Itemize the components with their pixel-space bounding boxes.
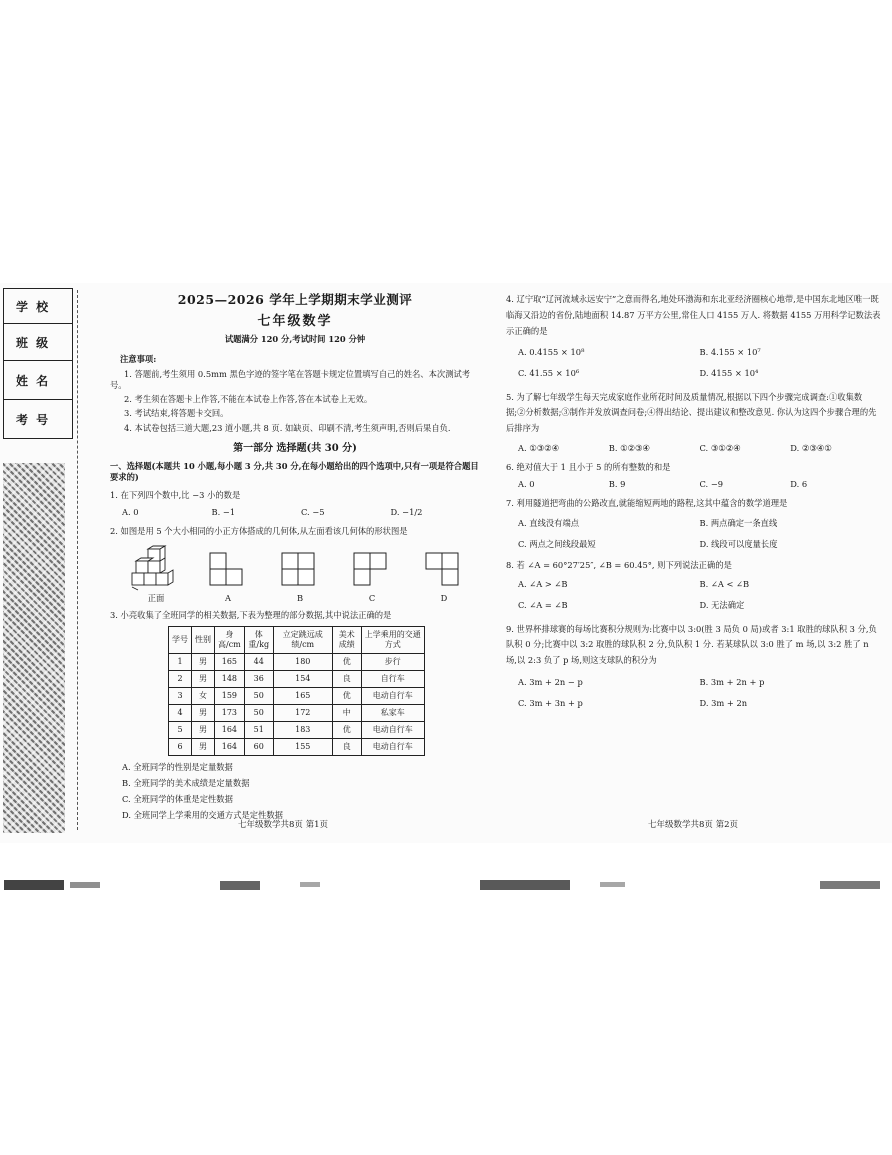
option-a: A. 0 [518,479,535,490]
table-cell: 50 [244,687,273,704]
option-b: B. 3m + 2n + p [699,676,765,687]
question-stem: 6. 绝对值大于 1 且小于 5 的所有整数的和是 [506,462,671,473]
question-3 [110,610,480,821]
shape-d-svg [424,551,464,591]
question-options [122,507,480,518]
table-cell: 男 [192,721,215,738]
table-cell: 电动自行车 [361,738,424,755]
table-cell: 172 [273,704,332,721]
question-6 [506,462,881,490]
option-b-figure [264,551,336,591]
question-stem: 1. 在下列四个数中,比 −3 小的数是 [110,489,241,500]
option-a: A. ①③②④ [518,442,560,453]
table-cell: 165 [273,687,332,704]
table-row [169,721,425,738]
table-cell: 优 [332,721,361,738]
cube-stack-figure [128,545,184,591]
option-d: D. 无法确定 [699,600,745,611]
option-c-figure [336,551,408,591]
option-d: D. 全班同学上学乘用的交通方式是定性数据 [122,810,283,821]
label-b: B [296,593,304,604]
exam-number-field [4,400,72,438]
notice-item: 1. 答题前,考生须用 0.5mm 黑色字迹的签字笔在答题卡规定位置填写自己的姓名、本次测试考号。 [110,368,471,390]
table-row [169,687,425,704]
question-options [518,479,881,490]
cube-figure [120,545,192,591]
shape-b-svg [280,551,320,591]
school-label: 学 校 [16,299,51,314]
front-label: 正面 [147,593,165,604]
table-cell: 164 [215,721,245,738]
table-cell: 4 [169,704,192,721]
table-cell: 女 [192,687,215,704]
question-options [518,579,881,611]
table-cell: 良 [332,738,361,755]
table-header: 立定跳远成绩/cm [273,626,332,653]
option-d: D. 线段可以度量长度 [699,538,778,549]
security-pattern [3,463,65,833]
table-row [169,670,425,687]
table-cell: 164 [215,738,245,755]
option-d-figure [408,551,480,591]
shape-labels [120,593,480,604]
label-d: D [440,593,448,604]
table-cell: 私家车 [361,704,424,721]
notice [110,354,480,434]
option-c: C. −5 [301,506,325,517]
table-cell: 154 [273,670,332,687]
table-cell: 1 [169,653,192,670]
option-c: C. 3m + 3n + p [518,698,583,708]
option-c: C. 两点之间线段最短 [518,538,596,549]
option-c: C. ③①②④ [699,442,741,453]
page-footer-right: 七年级数学共8页 第2页 [648,820,739,830]
option-c: C. ∠A = ∠B [518,600,568,611]
table-header: 学号 [169,626,192,653]
table-cell: 44 [244,653,273,670]
option-b: B. ∠A < ∠B [699,579,750,590]
table-header: 体重/kg [244,626,273,653]
scan-noise-strip [0,878,892,896]
exam-meta: 试题满分 120 分,考试时间 120 分钟 [224,334,366,345]
question-stem: 2. 如图是用 5 个大小相同的小正方体搭成的几何体,从左面看该几何体的形状图是 [110,525,408,536]
option-c: C. −9 [699,479,724,490]
question-stem: 9. 世界杯排球赛的每场比赛积分规则为:比赛中以 3:0(胜 3 局负 0 局)或者 3:1 取胜的球队积 3 分,负队积 0 分;比赛中以 3:2 取胜的球队积 2 分,负队积 1 分. 若某球队以 3:0 胜了 m 场,以 3:2 胜了 n 场,以 2:3 负了 p 场,则这支球队的积分为 [506,623,877,666]
notice-item: 3. 考试结束,将答题卡交回。 [124,408,229,419]
option-a: A. ∠A > ∠B [518,579,568,590]
table-cell: 51 [244,721,273,738]
option-b: B. 全班同学的美术成绩是定量数据 [122,777,250,788]
binding-strip [3,288,75,833]
table-cell: 159 [215,687,245,704]
notice-item: 2. 考生须在答题卡上作答,不能在本试卷上作答,答在本试卷上无效。 [124,394,373,405]
table-cell: 183 [273,721,332,738]
shape-figures [120,543,480,591]
table-cell: 5 [169,721,192,738]
table-cell: 自行车 [361,670,424,687]
question-5 [506,390,881,454]
option-c: C. 41.55 × 10⁶ [518,368,580,379]
option-b: B. 两点确定一条直线 [699,517,778,528]
question-8 [506,560,881,612]
option-b: B. 4.155 × 10⁷ [699,347,761,358]
table-cell: 男 [192,670,215,687]
table-cell: 步行 [361,653,424,670]
option-a: A. 3m + 2n − p [518,676,583,687]
table-cell: 60 [244,738,273,755]
table-row [169,704,425,721]
table-header: 身高/cm [215,626,245,653]
shape-a-svg [208,551,248,591]
notice-item: 4. 本试卷包括三道大题,23 道小题,共 8 页. 如缺页、印刷不清,考生须声明,否则后果自负. [124,422,451,433]
table-cell: 男 [192,704,215,721]
option-d: D. −1/2 [390,506,423,517]
student-info-box [3,288,73,439]
table-cell: 6 [169,738,192,755]
question-4 [506,292,881,380]
option-a: A. 0 [122,506,139,517]
name-field [4,361,72,400]
table-header: 上学乘用的交通方式 [361,626,424,653]
page-1 [110,292,480,827]
question-stem: 5. 为了解七年级学生每天完成家庭作业所花时间及质量情况,根据以下四个步骤完成调查:①收集数据;②分析数据;③制作并发放调查问卷;④得出结论、提出建议和整改意见. 你认为这四个步骤合理的先后排序为 [506,391,877,434]
table-cell: 173 [215,704,245,721]
part-heading: 第一部分 选择题(共 30 分) [233,442,357,454]
table-cell: 155 [273,738,332,755]
option-d: D. 3m + 2n [699,698,748,708]
table-cell: 180 [273,653,332,670]
option-c: C. 全班同学的体重是定性数据 [122,793,233,804]
table-cell: 良 [332,670,361,687]
table-cell: 电动自行车 [361,687,424,704]
question-7 [506,498,881,550]
notice-heading: 注意事项: [120,353,157,364]
option-d: D. ②③④① [790,442,832,453]
table-cell: 优 [332,687,361,704]
table-header: 美术成绩 [332,626,361,653]
page-2 [506,292,881,719]
school-field [4,289,72,324]
question-stem: 7. 利用隧道把弯曲的公路改直,就能缩短两地的路程,这其中蕴含的数学道理是 [506,498,788,509]
table-cell: 36 [244,670,273,687]
table-header-row [169,626,425,653]
table-cell: 2 [169,670,192,687]
option-b: B. −1 [211,506,236,517]
table-cell: 3 [169,687,192,704]
question-options [518,347,881,379]
question-options [518,677,881,709]
data-table [168,626,425,756]
question-9 [506,622,881,710]
option-a: A. 0.4155 × 10⁸ [518,347,585,358]
class-label: 班 级 [16,335,51,350]
label-c: C [368,593,376,604]
table-cell: 男 [192,738,215,755]
table-cell: 中 [332,704,361,721]
class-field [4,324,72,361]
question-stem: 3. 小亮收集了全班同学的相关数据,下表为整理的部分数据,其中说法正确的是 [110,610,392,621]
option-a: A. 直线没有端点 [518,517,580,528]
name-label: 姓 名 [16,373,51,388]
exam-title: 2025—2026 学年上学期期末学业测评 [177,292,413,307]
seal-line [77,290,78,830]
option-b: B. ①②③④ [608,442,650,453]
exam-number-label: 考 号 [16,412,51,427]
label-a: A [225,593,231,604]
table-cell: 50 [244,704,273,721]
option-a: A. 全班同学的性别是定量数据 [122,761,233,772]
question-stem: 8. 若 ∠A = 60°27′25″, ∠B = 60.45°, 则下列说法正确的是 [506,560,732,570]
option-a-figure [192,551,264,591]
question-options [518,443,881,454]
question-stem: 4. 辽宁取“辽河流域永远安宁”之意而得名,地处环渤海和东北亚经济圈核心地带,是中国东北地区唯一既临海又沿边的省份,陆地面积 14.87 万平方公里,常住人口 4155 万人. 将数据 4155 万用科学记数法表示正确的是 [506,294,881,336]
table-cell: 148 [215,670,245,687]
table-cell: 电动自行车 [361,721,424,738]
question-2 [110,526,480,604]
table-cell: 男 [192,653,215,670]
table-cell: 优 [332,653,361,670]
table-row [169,653,425,670]
question-1 [110,490,480,518]
table-row [169,738,425,755]
table-header: 性别 [192,626,215,653]
table-cell: 165 [215,653,245,670]
option-d: D. 4155 × 10⁴ [699,368,759,379]
question-options [518,518,881,550]
option-b: B. 9 [608,479,626,490]
option-d: D. 6 [790,479,808,490]
shape-c-svg [352,551,392,591]
exam-subject: 七年级数学 [257,313,333,329]
page-footer-left: 七年级数学共8页 第1页 [238,820,329,830]
section-heading: 一、选择题(本题共 10 小题,每小题 3 分,共 30 分,在每小题给出的四个选项中,只有一项是符合题目要求的) [110,461,479,483]
